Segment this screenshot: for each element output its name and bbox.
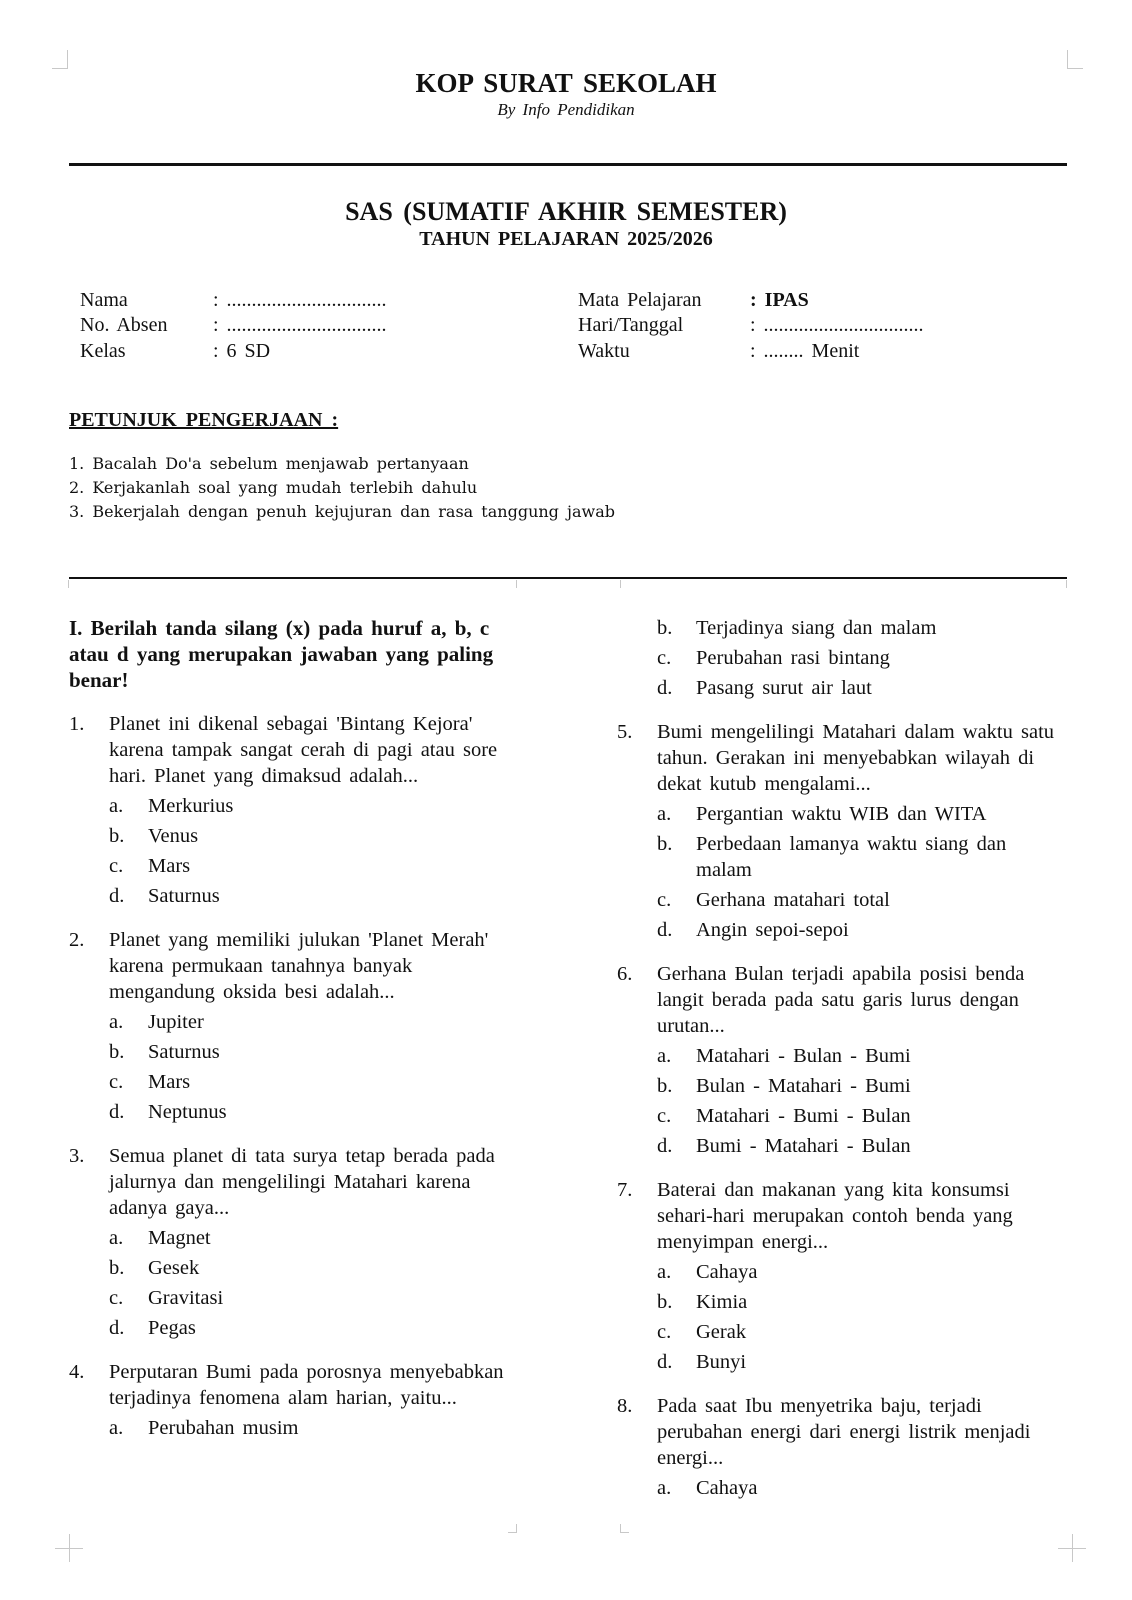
option-letter: b. <box>109 1257 125 1279</box>
question-text: Planet ini dikenal sebagai 'Bintang Kejora' karena tampak sangat cerah di pagi atau sore hari. Planet yang dimaksud adalah... <box>109 713 498 787</box>
answer-option[interactable] <box>657 1043 1067 1069</box>
option-letter: d. <box>657 677 673 699</box>
identity-label: Mata Pelajaran <box>578 289 702 311</box>
question-number: 2. <box>69 929 85 951</box>
option-text: Pergantian waktu WIB dan WITA <box>696 803 987 825</box>
question-text: Planet yang memiliki julukan 'Planet Merah' karena permukaan tanahnya banyak mengandung oksida besi adalah... <box>109 929 489 1003</box>
option-text: Bunyi <box>696 1351 747 1373</box>
answer-option[interactable] <box>109 1415 509 1441</box>
question-2 <box>69 927 509 1125</box>
instruction-item: 1. Bacalah Do'a sebelum menjawab pertanyaan <box>69 454 469 473</box>
option-text: Merkurius <box>148 795 234 817</box>
letterhead-subtitle: By Info Pendidikan <box>497 100 635 119</box>
option-text: Neptunus <box>148 1101 227 1123</box>
option-text: Pasang surut air laut <box>696 677 872 699</box>
option-letter: d. <box>657 1351 673 1373</box>
option-letter: c. <box>657 647 672 669</box>
answer-option[interactable] <box>109 1255 509 1281</box>
question-text: Gerhana Bulan terjadi apabila posisi benda langit berada pada satu garis lurus dengan urutan... <box>657 963 1025 1037</box>
answer-option[interactable] <box>109 1225 509 1251</box>
option-letter: b. <box>657 833 673 855</box>
identity-label: Waktu <box>578 340 630 362</box>
option-letter: a. <box>657 1477 672 1499</box>
identity-value: : 6 SD <box>213 340 271 362</box>
option-text: Angin sepoi-sepoi <box>696 919 849 941</box>
option-letter: c. <box>109 855 124 877</box>
option-letter: a. <box>657 1261 672 1283</box>
school-letterhead-title: KOP SURAT SEKOLAH <box>415 68 717 98</box>
identity-label: No. Absen <box>80 314 168 336</box>
option-letter: d. <box>657 1135 673 1157</box>
option-text: Kimia <box>696 1291 748 1313</box>
answer-option[interactable] <box>109 1069 509 1095</box>
question-number: 5. <box>617 721 633 743</box>
answer-option[interactable] <box>109 853 509 879</box>
crop-mark <box>55 1534 83 1562</box>
option-text: Pegas <box>148 1317 196 1339</box>
identity-value: : ........ Menit <box>750 340 860 362</box>
answer-option[interactable] <box>109 1039 509 1065</box>
answer-option[interactable] <box>109 1009 509 1035</box>
answer-option[interactable] <box>657 887 1067 913</box>
answer-option[interactable] <box>657 1319 1067 1345</box>
answer-option[interactable] <box>657 1259 1067 1285</box>
answer-option[interactable] <box>657 831 1067 883</box>
option-text: Gerak <box>696 1321 747 1343</box>
instruction-item: 2. Kerjakanlah soal yang mudah terlebih dahulu <box>69 478 478 497</box>
answer-option[interactable] <box>657 675 1067 701</box>
option-text: Saturnus <box>148 885 220 907</box>
answer-option[interactable] <box>109 883 509 909</box>
crop-mark <box>52 50 68 69</box>
crop-mark <box>620 580 621 588</box>
option-text: Terjadinya siang dan malam <box>696 617 937 639</box>
instruction-item: 3. Bekerjalah dengan penuh kejujuran dan rasa tanggung jawab <box>69 502 615 521</box>
question-text: Semua planet di tata surya tetap berada pada jalurnya dan mengelilingi Matahari karena adanya gaya... <box>109 1145 495 1219</box>
option-letter: c. <box>109 1287 124 1309</box>
option-text: Gravitasi <box>148 1287 224 1309</box>
question-5 <box>617 719 1067 943</box>
option-letter: a. <box>109 1227 124 1249</box>
questions-column-left <box>69 615 509 1459</box>
answer-option[interactable] <box>109 1315 509 1341</box>
option-letter: d. <box>109 1101 125 1123</box>
question-1 <box>69 711 509 909</box>
option-letter: b. <box>657 1291 673 1313</box>
crop-mark <box>516 580 517 588</box>
option-text: Saturnus <box>148 1041 220 1063</box>
question-3 <box>69 1143 509 1341</box>
question-6 <box>617 961 1067 1159</box>
option-letter: a. <box>109 1011 124 1033</box>
option-letter: b. <box>109 825 125 847</box>
option-letter: a. <box>109 795 124 817</box>
answer-option[interactable] <box>109 1099 509 1125</box>
identity-label: Hari/Tanggal <box>578 314 684 336</box>
question-7 <box>617 1177 1067 1375</box>
option-text: Perubahan musim <box>148 1417 299 1439</box>
option-letter: c. <box>657 1105 672 1127</box>
option-letter: b. <box>109 1041 125 1063</box>
question-text: Perputaran Bumi pada porosnya menyebabkan terjadinya fenomena alam harian, yaitu... <box>109 1361 504 1409</box>
question-number: 8. <box>617 1395 633 1417</box>
option-letter: b. <box>657 1075 673 1097</box>
crop-mark <box>1067 50 1083 69</box>
answer-option[interactable] <box>657 1349 1067 1375</box>
section-title: I. Berilah tanda silang (x) pada huruf a, b, c atau d yang merupakan jawaban yang paling benar! <box>69 616 494 692</box>
instructions-title: PETUNJUK PENGERJAAN : <box>69 409 339 431</box>
option-text: Perbedaan lamanya waktu siang dan malam <box>696 833 1007 881</box>
question-number: 3. <box>69 1145 85 1167</box>
answer-option[interactable] <box>109 793 509 819</box>
answer-option[interactable] <box>657 917 1067 943</box>
header-divider <box>69 163 1067 166</box>
option-text: Magnet <box>148 1227 211 1249</box>
option-text: Mars <box>148 1071 191 1093</box>
option-text: Jupiter <box>148 1011 204 1033</box>
question-number: 7. <box>617 1179 633 1201</box>
crop-mark <box>1066 580 1067 588</box>
question-number: 6. <box>617 963 633 985</box>
answer-option[interactable] <box>657 801 1067 827</box>
question-number: 4. <box>69 1361 85 1383</box>
option-text: Gerhana matahari total <box>696 889 890 911</box>
question-8 <box>617 1393 1067 1501</box>
option-letter: d. <box>657 919 673 941</box>
answer-option[interactable] <box>657 615 1067 641</box>
option-letter: c. <box>657 1321 672 1343</box>
answer-option[interactable] <box>109 1285 509 1311</box>
question-text: Bumi mengelilingi Matahari dalam waktu satu tahun. Gerakan ini menyebabkan wilayah di dekat kutub mengalami... <box>657 721 1055 795</box>
option-text: Mars <box>148 855 191 877</box>
identity-label: Kelas <box>80 340 126 362</box>
option-text: Bumi - Matahari - Bulan <box>696 1135 911 1157</box>
answer-option[interactable] <box>657 1475 1067 1501</box>
section-divider <box>69 577 1067 579</box>
identity-value: : ................................ <box>213 289 387 311</box>
option-text: Perubahan rasi bintang <box>696 647 890 669</box>
option-text: Matahari - Bulan - Bumi <box>696 1045 911 1067</box>
crop-mark <box>620 1524 629 1533</box>
option-text: Cahaya <box>696 1477 758 1499</box>
questions-column-right <box>617 615 1067 1519</box>
option-letter: b. <box>657 617 673 639</box>
instructions-list <box>69 452 615 524</box>
identity-label: Nama <box>80 289 128 311</box>
question-number: 1. <box>69 713 85 735</box>
answer-option[interactable] <box>657 1133 1067 1159</box>
crop-mark <box>508 1524 517 1533</box>
question-4 <box>69 1359 509 1441</box>
identity-value: : ................................ <box>213 314 387 336</box>
option-letter: a. <box>657 803 672 825</box>
crop-mark <box>68 580 69 588</box>
option-letter: c. <box>657 889 672 911</box>
question-4-continued <box>617 615 1067 701</box>
answer-option[interactable] <box>657 1073 1067 1099</box>
identity-value: : ................................ <box>750 314 924 336</box>
option-letter: d. <box>109 1317 125 1339</box>
answer-option[interactable] <box>657 1289 1067 1315</box>
option-letter: a. <box>109 1417 124 1439</box>
answer-option[interactable] <box>109 823 509 849</box>
option-letter: d. <box>109 885 125 907</box>
question-text: Pada saat Ibu menyetrika baju, terjadi perubahan energi dari energi listrik menjadi energi... <box>657 1395 1031 1469</box>
identity-value: : IPAS <box>750 289 809 311</box>
academic-year: TAHUN PELAJARAN 2025/2026 <box>419 228 713 250</box>
question-text: Baterai dan makanan yang kita konsumsi sehari-hari merupakan contoh benda yang menyimpan energi... <box>657 1179 1013 1253</box>
answer-option[interactable] <box>657 645 1067 671</box>
option-letter: c. <box>109 1071 124 1093</box>
answer-option[interactable] <box>657 1103 1067 1129</box>
option-letter: a. <box>657 1045 672 1067</box>
crop-mark <box>1058 1534 1086 1562</box>
option-text: Cahaya <box>696 1261 758 1283</box>
option-text: Matahari - Bumi - Bulan <box>696 1105 911 1127</box>
option-text: Gesek <box>148 1257 200 1279</box>
exam-title: SAS (SUMATIF AKHIR SEMESTER) <box>345 197 787 226</box>
option-text: Venus <box>148 825 199 847</box>
option-text: Bulan - Matahari - Bumi <box>696 1075 911 1097</box>
